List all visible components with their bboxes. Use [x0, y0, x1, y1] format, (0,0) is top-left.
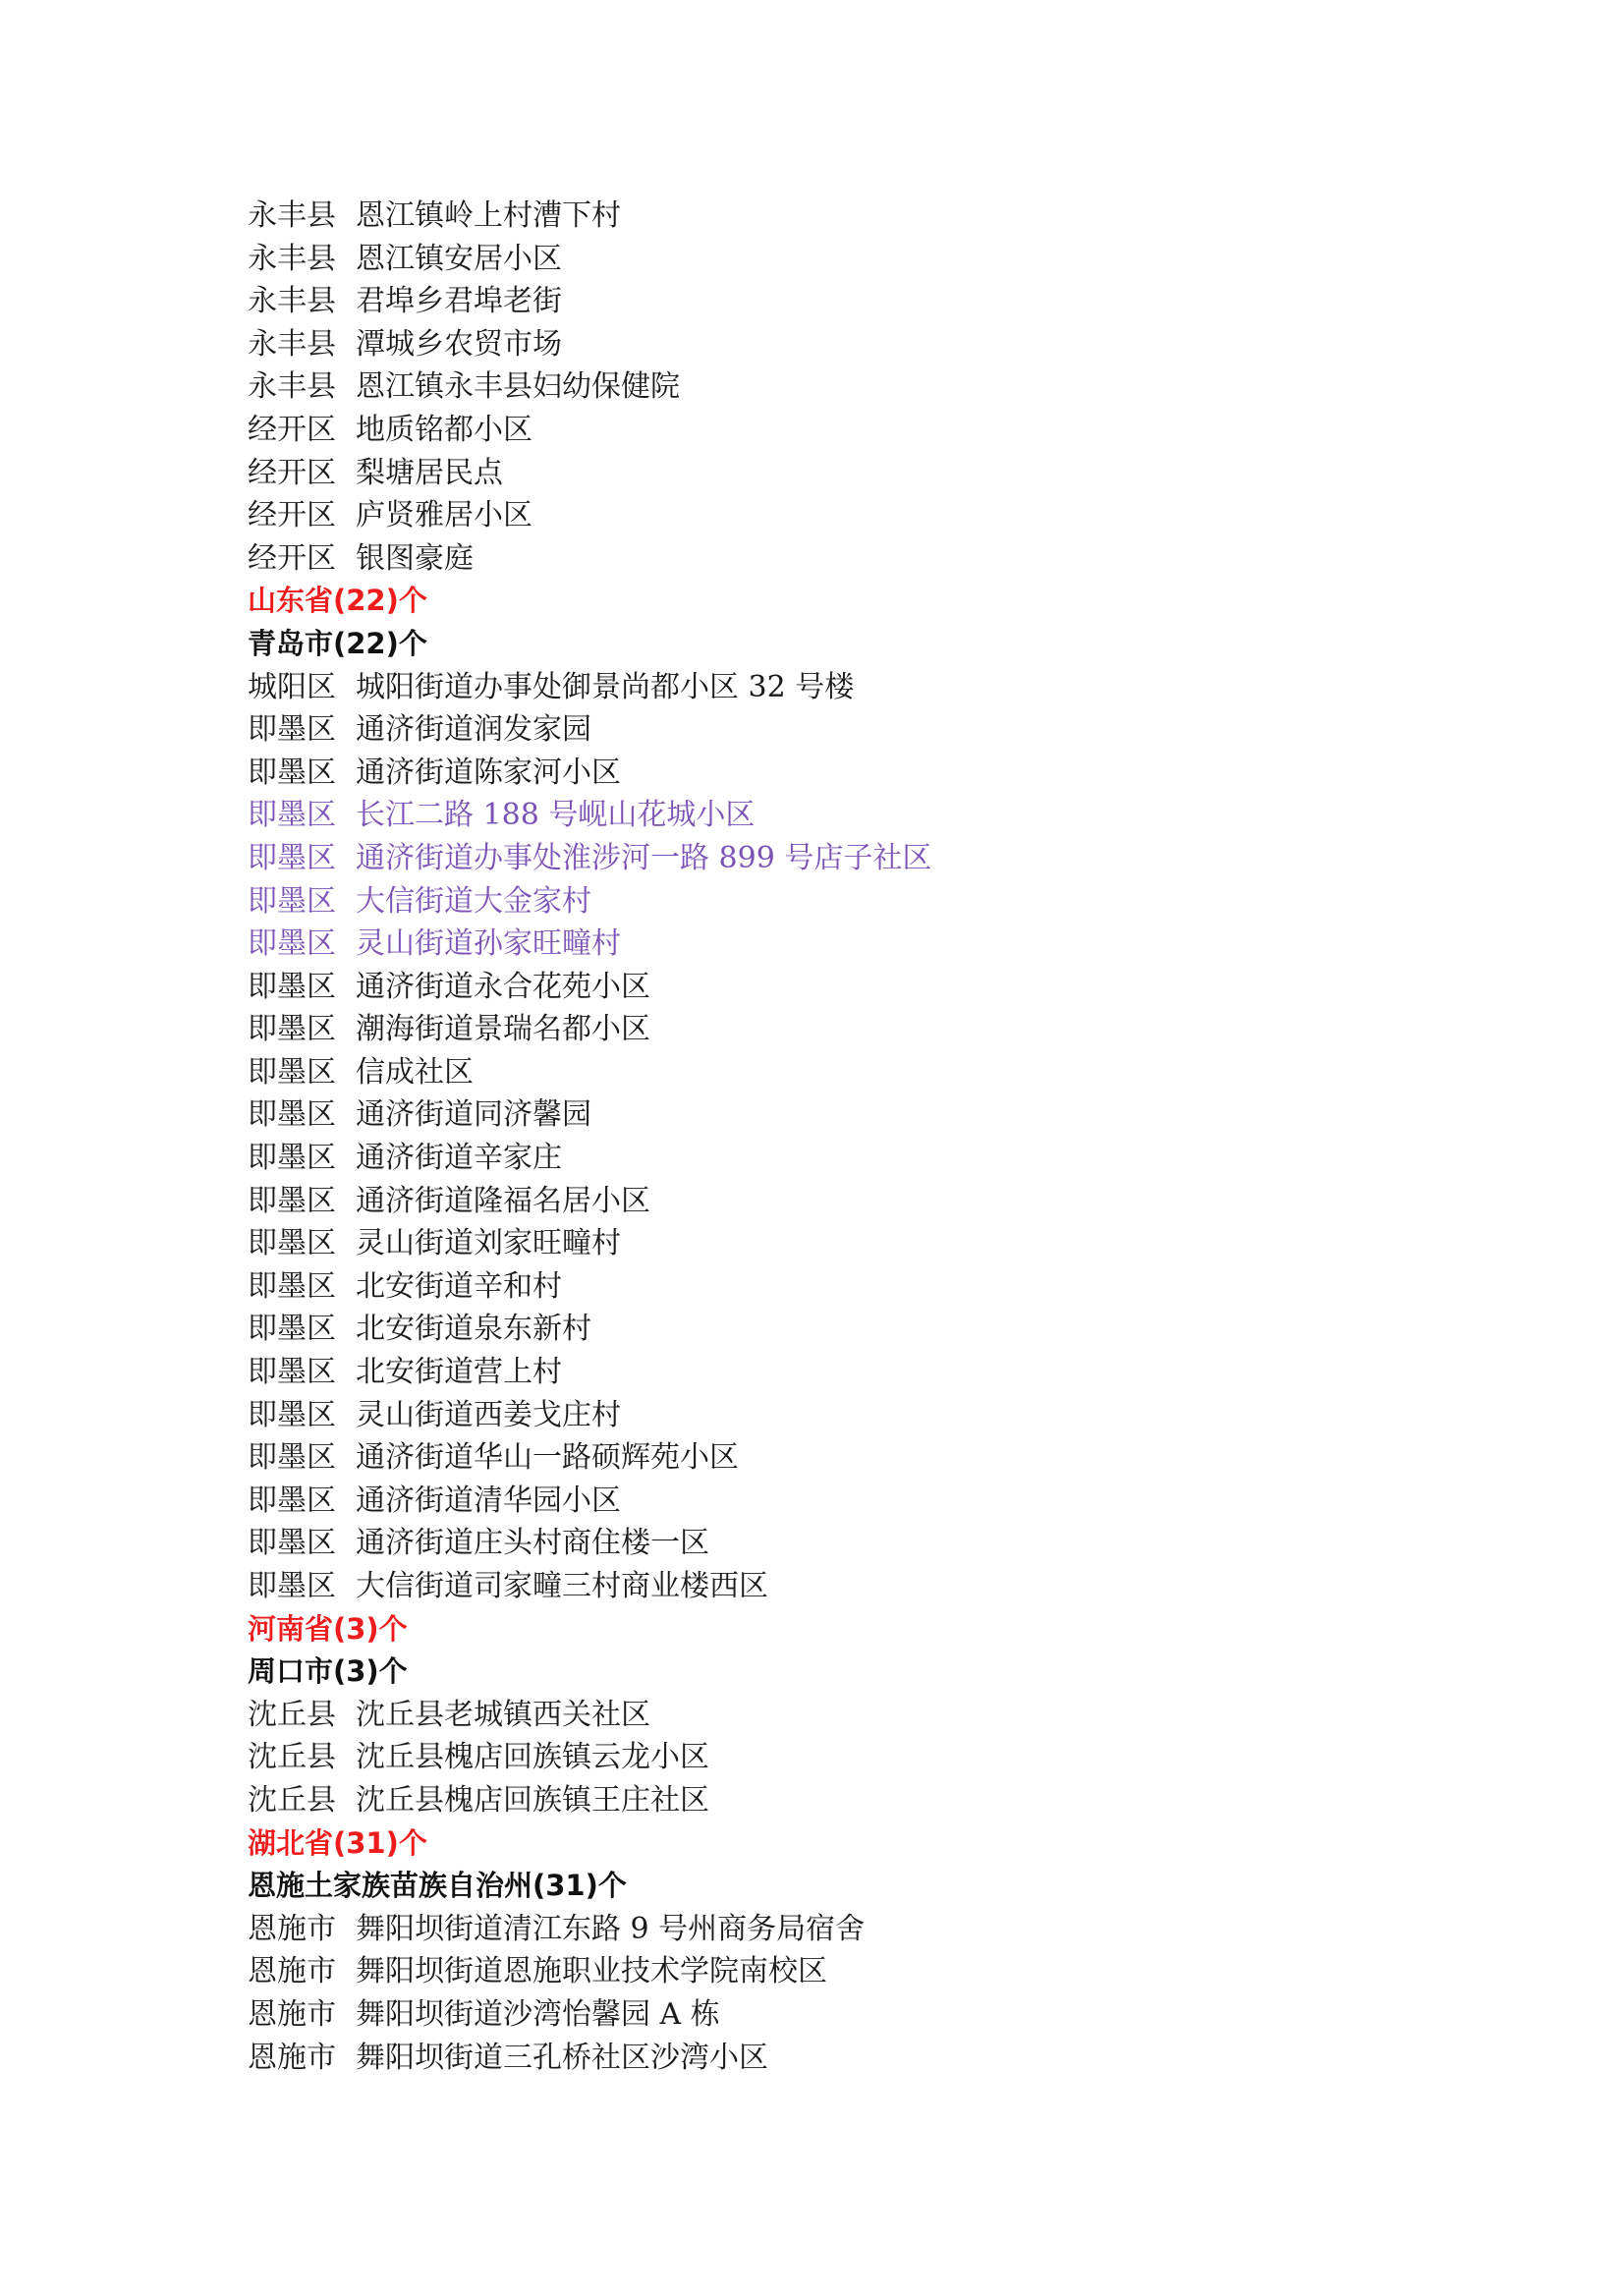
place-name: 舞阳坝街道恩施职业技术学院南校区 [356, 1954, 827, 1989]
location-entry [248, 195, 1476, 238]
location-entry [248, 1694, 1476, 1737]
district-name: 即墨区 [248, 1312, 336, 1347]
district-name: 即墨区 [248, 1183, 336, 1218]
location-entry [248, 1008, 1476, 1051]
district-name: 城阳区 [248, 669, 336, 704]
place-name: 灵山街道西姜戈庄村 [356, 1397, 621, 1432]
location-entry [248, 1394, 1476, 1437]
city-heading: 青岛市(22)个 [248, 626, 427, 660]
location-entry [248, 2037, 1476, 2080]
place-name: 北安街道辛和村 [356, 1268, 562, 1304]
place-name: 大信街道大金家村 [356, 883, 591, 919]
place-name: 舞阳坝街道沙湾怡馨园 A 栋 [356, 1996, 720, 2032]
location-entry [248, 409, 1476, 452]
district-name: 即墨区 [248, 969, 336, 1004]
place-name: 通济街道同济馨园 [356, 1097, 591, 1133]
place-name: 地质铭都小区 [356, 412, 532, 447]
place-name: 城阳街道办事处御景尚都小区 32 号楼 [356, 669, 855, 704]
district-name: 即墨区 [248, 1569, 336, 1603]
place-name: 潭城乡农贸市场 [356, 326, 562, 362]
place-name: 通济街道华山一路硕辉苑小区 [356, 1440, 739, 1476]
place-name: 大信街道司家疃三村商业楼西区 [356, 1569, 768, 1603]
location-entry [248, 238, 1476, 281]
location-entry [248, 1993, 1476, 2037]
city-heading: 周口市(3)个 [248, 1654, 408, 1689]
location-entry [248, 1779, 1476, 1822]
location-entry [248, 837, 1476, 880]
district-name: 即墨区 [248, 1526, 336, 1561]
place-name: 通济街道办事处淮涉河一路 899 号店子社区 [356, 840, 932, 875]
location-entry [248, 494, 1476, 537]
district-name: 即墨区 [248, 1440, 336, 1476]
place-name: 恩江镇岭上村漕下村 [356, 198, 621, 233]
district-name: 恩施市 [248, 1954, 336, 1989]
place-name: 通济街道陈家河小区 [356, 755, 621, 790]
place-name: 银图豪庭 [356, 540, 474, 576]
district-name: 沈丘县 [248, 1782, 336, 1818]
location-entry [248, 1051, 1476, 1094]
district-name: 恩施市 [248, 1996, 336, 2032]
place-name: 通济街道庄头村商住楼一区 [356, 1526, 709, 1561]
district-name: 即墨区 [248, 1483, 336, 1518]
location-entry [248, 1093, 1476, 1137]
location-entry [248, 537, 1476, 581]
location-entry [248, 1565, 1476, 1608]
location-entry [248, 1137, 1476, 1180]
district-name: 即墨区 [248, 1355, 336, 1390]
place-name: 通济街道隆福名居小区 [356, 1183, 650, 1218]
district-name: 即墨区 [248, 1141, 336, 1176]
district-name: 即墨区 [248, 798, 336, 833]
place-name: 恩江镇安居小区 [356, 241, 562, 276]
location-entry [248, 452, 1476, 495]
district-name: 经开区 [248, 455, 336, 490]
province-heading: 湖北省(31)个 [248, 1825, 427, 1860]
location-entry [248, 1222, 1476, 1265]
province-heading: 河南省(3)个 [248, 1611, 408, 1646]
city-heading: 恩施土家族苗族自治州(31)个 [248, 1869, 627, 1903]
district-name: 经开区 [248, 540, 336, 576]
location-entry [248, 1265, 1476, 1309]
place-name: 舞阳坝街道清江东路 9 号州商务局宿舍 [356, 1911, 866, 1946]
district-name: 永丰县 [248, 326, 336, 362]
place-name: 梨塘居民点 [356, 455, 503, 490]
place-name: 通济街道辛家庄 [356, 1141, 562, 1176]
district-name: 即墨区 [248, 1012, 336, 1047]
district-name: 即墨区 [248, 1226, 336, 1261]
location-entry [248, 365, 1476, 409]
place-name: 通济街道润发家园 [356, 712, 591, 748]
location-entry [248, 1351, 1476, 1394]
place-name: 北安街道营上村 [356, 1355, 562, 1390]
district-name: 沈丘县 [248, 1740, 336, 1775]
place-name: 潮海街道景瑞名都小区 [356, 1012, 650, 1047]
location-entry [248, 1308, 1476, 1351]
location-entry [248, 1736, 1476, 1779]
district-name: 永丰县 [248, 198, 336, 233]
place-name: 沈丘县槐店回族镇王庄社区 [356, 1782, 709, 1818]
location-entry [248, 1180, 1476, 1223]
location-entry [248, 1950, 1476, 1993]
district-name: 即墨区 [248, 1097, 336, 1133]
province-heading: 山东省(22)个 [248, 584, 427, 618]
district-name: 永丰县 [248, 284, 336, 319]
location-entry [248, 280, 1476, 323]
location-entry [248, 1522, 1476, 1565]
district-name: 恩施市 [248, 2040, 336, 2075]
district-name: 沈丘县 [248, 1697, 336, 1732]
district-name: 恩施市 [248, 1911, 336, 1946]
location-entry [248, 880, 1476, 924]
place-name: 君埠乡君埠老街 [356, 284, 562, 319]
place-name: 庐贤雅居小区 [356, 498, 532, 533]
place-name: 沈丘县老城镇西关社区 [356, 1697, 650, 1732]
district-name: 即墨区 [248, 712, 336, 748]
location-entry [248, 708, 1476, 752]
location-entry [248, 1908, 1476, 1951]
place-name: 长江二路 188 号岘山花城小区 [356, 798, 756, 833]
district-name: 经开区 [248, 498, 336, 533]
location-entry [248, 1480, 1476, 1523]
district-name: 即墨区 [248, 926, 336, 962]
location-entry [248, 794, 1476, 837]
place-name: 信成社区 [356, 1054, 474, 1090]
document-page [248, 195, 1476, 2079]
place-name: 灵山街道孙家旺疃村 [356, 926, 621, 962]
district-name: 经开区 [248, 412, 336, 447]
place-name: 北安街道泉东新村 [356, 1312, 591, 1347]
place-name: 灵山街道刘家旺疃村 [356, 1226, 621, 1261]
district-name: 即墨区 [248, 1054, 336, 1090]
place-name: 通济街道清华园小区 [356, 1483, 621, 1518]
district-name: 永丰县 [248, 369, 336, 405]
location-entry [248, 966, 1476, 1009]
location-entry [248, 1436, 1476, 1480]
place-name: 沈丘县槐店回族镇云龙小区 [356, 1740, 709, 1775]
district-name: 即墨区 [248, 1397, 336, 1432]
location-entry [248, 323, 1476, 366]
location-entry [248, 923, 1476, 966]
place-name: 恩江镇永丰县妇幼保健院 [356, 369, 680, 405]
district-name: 永丰县 [248, 241, 336, 276]
district-name: 即墨区 [248, 755, 336, 790]
place-name: 通济街道永合花苑小区 [356, 969, 650, 1004]
district-name: 即墨区 [248, 883, 336, 919]
location-entry [248, 666, 1476, 709]
district-name: 即墨区 [248, 840, 336, 875]
place-name: 舞阳坝街道三孔桥社区沙湾小区 [356, 2040, 768, 2075]
district-name: 即墨区 [248, 1268, 336, 1304]
location-entry [248, 752, 1476, 795]
